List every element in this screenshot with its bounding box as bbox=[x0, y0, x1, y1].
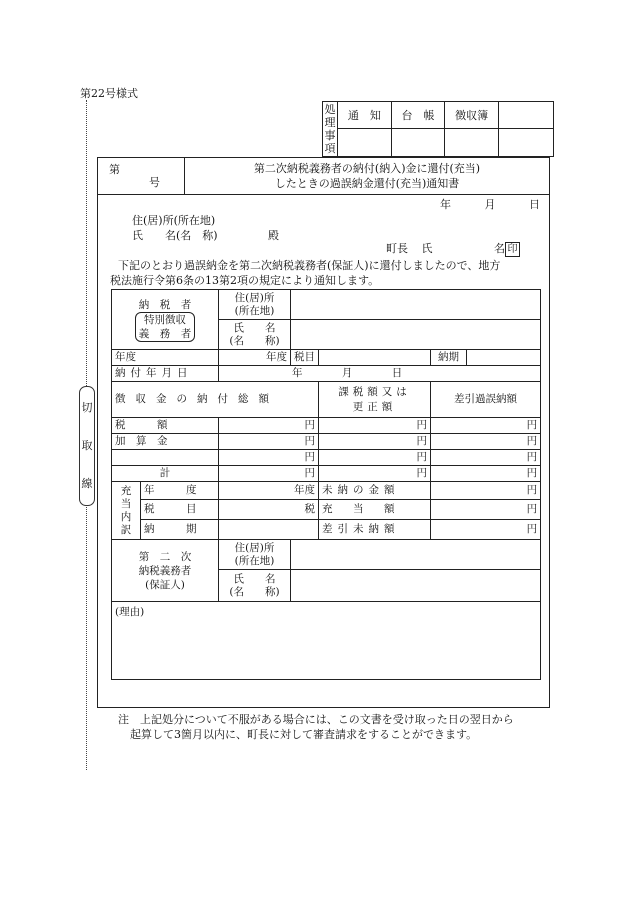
amount-overpaid: 円 bbox=[431, 450, 541, 466]
reason-label: (理由) bbox=[115, 606, 145, 618]
processing-cell bbox=[445, 129, 499, 157]
side-char: 訳 bbox=[120, 523, 132, 536]
appropriation-right-label: 充 当 額 bbox=[319, 500, 431, 520]
processing-collection-book: 徴収簿 bbox=[445, 102, 499, 129]
label-line: 氏 名 bbox=[233, 572, 276, 585]
taxpayer-address-label bbox=[219, 290, 291, 320]
processing-char: 処 bbox=[324, 103, 336, 116]
amount-paid: 円 bbox=[219, 450, 319, 466]
side-char: 内 bbox=[120, 510, 132, 523]
cut-char: 取 bbox=[81, 439, 93, 452]
processing-char: 理 bbox=[324, 116, 336, 129]
side-char: 充 bbox=[120, 484, 132, 497]
overpaid-amount-header: 差引過誤納額 bbox=[431, 382, 541, 418]
document-number bbox=[98, 158, 185, 195]
header-line: 更正額 bbox=[352, 400, 397, 413]
label-line: 第 二 次 bbox=[138, 550, 192, 563]
processing-cell bbox=[391, 129, 445, 157]
date-month: 月 bbox=[484, 198, 496, 211]
amount-overpaid: 円 bbox=[431, 434, 541, 450]
tax-item-value bbox=[319, 350, 431, 366]
processing-header bbox=[323, 102, 338, 157]
appropriation-right-label: 未納の金額 bbox=[319, 482, 431, 500]
processing-char: 項 bbox=[324, 142, 336, 155]
appropriation-label: 年 度 bbox=[141, 482, 219, 500]
appropriation-label: 納 期 bbox=[141, 520, 219, 540]
processing-cell bbox=[338, 129, 392, 157]
issue-date bbox=[440, 196, 540, 212]
secondary-name-label bbox=[219, 570, 291, 602]
amount-assessed: 円 bbox=[319, 434, 431, 450]
taxpayer-label bbox=[112, 290, 219, 350]
secondary-address-label bbox=[219, 540, 291, 570]
amount-total-label: 計 bbox=[112, 466, 219, 482]
cut-char: 切 bbox=[81, 401, 93, 414]
label-line: 住(居)所 bbox=[234, 541, 275, 554]
fiscal-year-label: 年度 bbox=[115, 351, 136, 363]
seal-mark: 印 bbox=[505, 242, 520, 257]
label-line: (名 称) bbox=[229, 334, 280, 347]
title-line: したときの過誤納金還付(充当)通知書 bbox=[274, 177, 460, 190]
mayor-signature bbox=[386, 240, 520, 257]
appropriation-value: 年度 bbox=[219, 482, 319, 500]
appropriation-value: 税 bbox=[219, 500, 319, 520]
detail-table bbox=[111, 289, 541, 680]
secondary-address-value bbox=[291, 540, 541, 570]
payment-month: 月 bbox=[341, 367, 353, 379]
amount-assessed: 円 bbox=[319, 450, 431, 466]
appropriation-value bbox=[219, 520, 319, 540]
amount-paid: 円 bbox=[219, 434, 319, 450]
amount-overpaid: 円 bbox=[431, 418, 541, 434]
label-line: 住(居)所 bbox=[234, 291, 275, 304]
taxpayer-address-value bbox=[291, 290, 541, 320]
amount-assessed: 円 bbox=[319, 466, 431, 482]
appropriation-label: 税 目 bbox=[141, 500, 219, 520]
taxpayer-label-line: 特別徴収 bbox=[144, 313, 186, 326]
amount-label: 加 算 金 bbox=[112, 434, 219, 450]
body-line-2: 税法施行令第6条の13第2項の規定により通知します。 bbox=[110, 274, 380, 287]
form-number: 第22号様式 bbox=[80, 87, 138, 100]
processing-cell bbox=[499, 129, 554, 157]
date-day: 日 bbox=[529, 198, 540, 211]
appropriation-amount: 円 bbox=[431, 520, 541, 540]
appropriation-amount: 円 bbox=[431, 500, 541, 520]
processing-box bbox=[322, 101, 554, 157]
honorific: 殿 bbox=[268, 229, 279, 242]
tax-item-label: 税目 bbox=[291, 350, 319, 366]
payment-year: 年 bbox=[292, 367, 303, 379]
amount-paid: 円 bbox=[219, 466, 319, 482]
title-line: 第二次納税義務者の納付(納入)金に還付(充当) bbox=[253, 162, 481, 175]
assessed-amount-header bbox=[319, 382, 431, 418]
date-year: 年 bbox=[440, 198, 451, 211]
amount-overpaid: 円 bbox=[431, 466, 541, 482]
amount-paid: 円 bbox=[219, 418, 319, 434]
number-label: 第 bbox=[109, 163, 120, 176]
label-line: 氏 名 bbox=[233, 321, 276, 334]
processing-notice: 通 知 bbox=[338, 102, 392, 129]
appropriation-side-label bbox=[112, 482, 141, 540]
fiscal-year-cell-2 bbox=[219, 350, 291, 366]
payment-date-label: 納付年月日 bbox=[112, 366, 219, 382]
taxpayer-name-value bbox=[291, 320, 541, 350]
taxpayer-name-label bbox=[219, 320, 291, 350]
addressee-address-label: 住(居)所(所在地) bbox=[132, 214, 216, 227]
label-line: (名 称) bbox=[229, 585, 280, 598]
side-char: 当 bbox=[120, 497, 132, 510]
secondary-name-value bbox=[291, 570, 541, 602]
body-line-1: 下記のとおり過誤納金を第二次納税義務者(保証人)に還付しましたので、地方 bbox=[118, 259, 501, 272]
mayor-title: 町長 bbox=[386, 242, 408, 255]
processing-ledger: 台 帳 bbox=[391, 102, 445, 129]
cut-line-label bbox=[79, 386, 95, 506]
cut-char: 線 bbox=[81, 477, 93, 490]
payment-term-value bbox=[467, 350, 541, 366]
amount-label: 税 額 bbox=[112, 418, 219, 434]
mayor-label: 氏 bbox=[421, 242, 433, 255]
title-row bbox=[97, 157, 550, 195]
note-line-2: 起算して3箇月以内に、町長に対して審査請求をすることができます。 bbox=[130, 728, 478, 741]
label-line: (所在地) bbox=[234, 304, 275, 317]
header-line: 課税額又は bbox=[338, 385, 411, 398]
payment-term-label: 納期 bbox=[431, 350, 467, 366]
secondary-taxpayer-label bbox=[112, 540, 219, 602]
processing-char: 事 bbox=[324, 129, 336, 142]
note-line-1: 注 上記処分について不服がある場合には、この文書を受け取った日の翌日から bbox=[118, 713, 514, 726]
amount-assessed: 円 bbox=[319, 418, 431, 434]
mayor-label: 名 bbox=[494, 242, 505, 255]
amount-label bbox=[112, 450, 219, 466]
appropriation-right-label: 差引未納額 bbox=[319, 520, 431, 540]
number-label: 号 bbox=[149, 176, 160, 189]
label-line: (所在地) bbox=[234, 554, 275, 567]
payment-date-value bbox=[219, 366, 541, 382]
label-line: 納税義務者 bbox=[138, 564, 192, 577]
taxpayer-label-line: 納 税 者 bbox=[138, 298, 192, 311]
reason-box bbox=[112, 602, 541, 680]
taxpayer-label-line: 義 務 者 bbox=[138, 327, 192, 340]
total-payment-header: 徴収金の納付総額 bbox=[112, 382, 319, 418]
payment-day: 日 bbox=[391, 367, 403, 379]
fiscal-year-label: 年度 bbox=[266, 351, 288, 363]
addressee-name-label: 氏 名(名 称) bbox=[132, 229, 218, 242]
processing-blank bbox=[499, 102, 554, 129]
document-title bbox=[185, 158, 550, 195]
appropriation-amount: 円 bbox=[431, 482, 541, 500]
label-line: (保証人) bbox=[145, 578, 185, 591]
fiscal-year-cell bbox=[112, 350, 219, 366]
